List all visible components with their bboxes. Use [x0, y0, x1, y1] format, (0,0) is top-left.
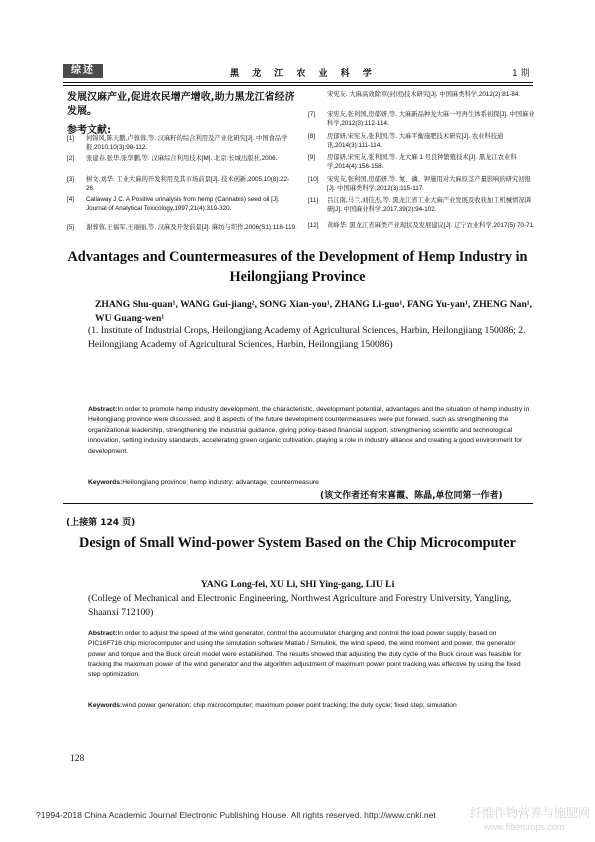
reference-number [308, 91, 327, 100]
watermark-url: www.fibercrops.com [484, 822, 565, 832]
references-heading: 参考文献: [67, 125, 111, 136]
reference-number: [8] [308, 133, 316, 140]
reference-number: [2] [67, 155, 75, 162]
reference-item [308, 154, 536, 171]
reference-text: 宋宪友,张利国,房郁妍,等. 氮、磷、钾施用对大麻原茎产量影响的研究初报[J]. 中国麻类科学,2012(3):115-117. [327, 176, 531, 192]
keywords-text: Heilongjiang province; hemp industry; advantage; countermeasure [122, 479, 319, 486]
reference-item [308, 111, 536, 128]
paper2-keywords [88, 701, 532, 711]
reference-item [67, 196, 297, 213]
reference-number: [4] [67, 196, 75, 203]
reference-item [67, 135, 297, 152]
paper1-keywords [88, 478, 532, 488]
intro-text: 发展汉麻产业,促进农民增产增收,助力黑龙江省经济发展。 [67, 92, 295, 117]
paper2-authors: YANG Long-fei, XU Li, SHI Ying-gang, LIU Li [200, 579, 395, 590]
header-rule [63, 82, 533, 83]
paper2-abstract [88, 629, 532, 680]
journal-title: 黑 龙 江 农 业 科 学 [230, 69, 377, 79]
continued-from-label: (上接第 124 页) [66, 518, 136, 528]
keywords-label: Keywords: [88, 702, 123, 709]
paper2-title: Design of Small Wind-power System Based on the Chip Microcomputer [79, 535, 516, 551]
paper1-abstract [88, 405, 532, 457]
reference-item [67, 155, 297, 164]
paper1-authors: ZHANG Shu-quan¹, WANG Gui-jiang², SONG Xian-you¹, ZHANG Li-guo¹, FANG Yu-yan¹, ZHENG Nan¹, WU Guang-wen¹ [95, 299, 533, 324]
reference-number: [11] [308, 197, 319, 204]
reference-number: [1] [67, 135, 75, 142]
reference-text: 何锦风,陈天鹏,卢蓉蓉,等. 汉麻籽的综合利用及产业化研究[J]. 中国食品学报,2010,10(3):98-112. [86, 135, 288, 151]
section-divider [63, 503, 533, 504]
abstract-label: Abstract: [88, 630, 118, 637]
reference-item [308, 176, 536, 193]
copyright-footer: ?1994-2018 China Academic Journal Electronic Publishing House. All rights reserved. http://www.cnki.net [36, 810, 436, 820]
reference-item [308, 222, 536, 231]
reference-text: 房郁妍,宋宪友,张利国,等. 龙大麻 1 号良种繁殖技术[J]. 黑龙江农业科学,2014(4):156-158. [327, 154, 517, 170]
abstract-label: Abstract: [88, 406, 118, 413]
issue-label: 1 期 [512, 69, 530, 79]
paper1-author-note: (该文作者还有宋喜霞、陈晶,单位同第一作者) [320, 491, 503, 501]
reference-item [67, 176, 297, 193]
reference-text: 宋宪友. 大麻高效除草(封闭)技术研究[J]. 中国麻类科学,2012(2):81-84. [327, 91, 521, 98]
reference-item [308, 91, 536, 100]
paper2-affiliation: (College of Mechanical and Electronic Engineering, Northwest Agriculture and Forestry University, Yangling, Shaanxi 712100) [88, 593, 512, 619]
reference-number: [9] [308, 154, 316, 161]
reference-text: 黄峰华. 黑龙江省麻类产业现状及发展建议[J]. 辽宁农业科学,2017(5):70-71. [327, 222, 535, 229]
reference-number: [12] [308, 222, 319, 229]
reference-text: 树文,刘华. 工业大麻的开发利用及其市场前景[J]. 技术创新,2005,10(8):22-26. [86, 176, 290, 192]
reference-text: 房郁妍,宋宪友,张利国,等. 大麻平衡施肥技术研究[J]. 农业科技通讯,2014(3):111-114. [327, 133, 504, 149]
reference-number: [7] [308, 111, 316, 118]
reference-item [308, 197, 536, 214]
paper1-affiliation: (1. Institute of Industrial Crops, Heilongjiang Academy of Agricultural Sciences, Harbin, Heilongjiang 150086; 2. Heilongjiang Academy of Agricultural Sciences, Harbin, Heilongjiang 150086) [88, 325, 526, 351]
reference-text: 宋宪友,张利国,房郁妍,等. 大麻新品种龙大麻一号再生体系初探[J]. 中国麻业科学,2012(3):112-114. [327, 111, 535, 127]
reference-text: 吕江南,马兰,刘佳杰,等. 黑龙江省工业大麻产业发展及收获加工机械情况调研[J]. 中国麻业科学,2017,39(2):94-102. [327, 197, 531, 213]
page-number: 128 [70, 754, 85, 764]
paper1-title: Advantages and Countermeasures of the Development of Hemp Industry in Heilongjiang Province [67, 249, 528, 285]
section-tag: 综述 [63, 64, 103, 78]
reference-item [67, 224, 297, 233]
abstract-text: In order to adjust the speed of the wind generator, control the accumulator charging and control the load power supply, based on PIC16F716 chip microcomputer and using the simulation software Matlab / Simulink, the wind speed, the wind moment and power, the generator power and torque and the Buck circuit model were established. The results showed that adjusting the duty cycle of the Buck circuit was feasible for tracking the maximum power of the wind generator and the algorithm adjustment of maximum power point tracking was effective by using the fixed step optimization. [88, 630, 522, 679]
header-rule-thin [63, 85, 533, 86]
abstract-text: In order to promote hemp industry development, the characteristic, development potential, advantages and the situation of hemp industry in Heilongjiang province were discussed, and 8 aspects of the future development countermeasures were put forward, such as strengthening the organizational leadership, strengthening the industrial guidance, giving policy-based financial support, strengthening scientific and technological innovation, setting industry standards, accelerating green organic cultivation, playing a role in industry alliance and creating a good environment for development. [88, 406, 530, 455]
keywords-label: Keywords: [88, 479, 123, 486]
reference-text: 张建春,张华,张华鹏,等. 汉麻综合利用技术[M]. 北京:长城出版社,2006. [86, 155, 278, 162]
reference-text: 谢蓉蓉,王福军,王丽丽,等. 汉麻及开发前景[J]. 麻纺与织作,2006(S1):118-119. [86, 224, 297, 231]
reference-number: [5] [67, 224, 75, 231]
reference-number: [3] [67, 176, 75, 183]
watermark-text: 纤维作物营养与施肥网 [470, 806, 591, 820]
keywords-text: wind power generation; chip microcomputer; maximum power point tracking; the duty cycle; fixed step; simulation [122, 702, 457, 709]
reference-text: Callaway J C. A Positive urinalysis from hemp (Cannabis) seed oil [J]. Journal of Analytical Toxicology,1997,21(4):319-320. [86, 196, 280, 212]
reference-number: [10] [308, 176, 319, 183]
reference-item [308, 133, 536, 150]
